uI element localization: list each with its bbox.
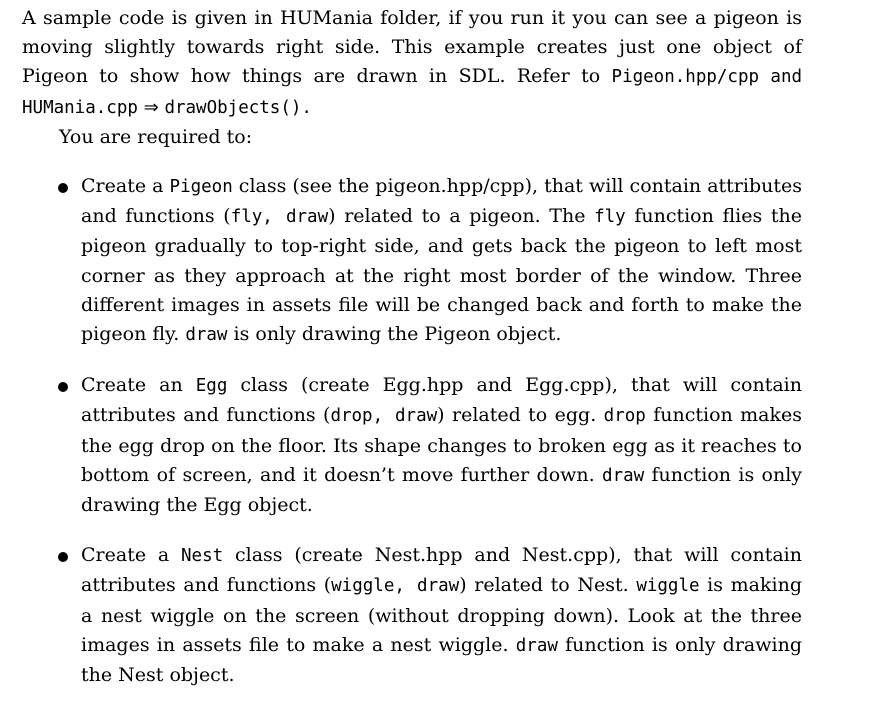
item-text: class (create Nest.hpp and Nest.cpp), that will contain attributes and functions ( — [81, 544, 802, 597]
item-text: function flies the pigeon gradually to top-right side, and gets back the pigeon to left most corner as they approach at the right most border of the window. Three different images in assets file will be changed back and forth to make the pigeon fly. — [81, 205, 802, 346]
item-text: ) related to egg. — [437, 404, 604, 427]
item-code: fly — [594, 207, 626, 228]
item-code: Pigeon — [169, 177, 233, 198]
item-text: is making a nest wiggle on the screen (without dropping down). Look at the three images in assets file to make a nest wiggle. — [81, 574, 802, 656]
item-code: drop, draw — [330, 406, 438, 427]
bullet-icon — [58, 183, 68, 193]
item-code: drop — [603, 406, 646, 427]
item-code: wiggle — [636, 576, 700, 597]
item-text: ) related to Nest. — [459, 574, 637, 597]
document — [22, 4, 802, 711]
item-code: fly, draw — [230, 207, 329, 228]
intro-space — [759, 65, 770, 87]
intro-paragraph — [22, 4, 802, 123]
list-item-nest — [22, 541, 802, 690]
item-code: wiggle, draw — [331, 576, 460, 597]
item-code: Egg — [195, 376, 228, 397]
bullet-icon — [58, 552, 68, 562]
item-text: Create an — [81, 374, 196, 397]
item-text: function is only drawing the Egg object. — [81, 463, 803, 517]
item-text: class (see the pigeon.hpp/cpp), that will contain attributes and functions ( — [81, 175, 802, 228]
item-text: function makes the egg drop on the floor. Its shape changes to broken egg as it reaches to bottom of screen, and it doesn’t move further down. — [81, 404, 803, 486]
intro-code-humania: and HUMania.cpp — [22, 67, 803, 118]
item-text: ) related to a pigeon. The — [328, 205, 595, 228]
item-code: Nest — [181, 546, 224, 567]
item-text: Create a — [81, 175, 170, 198]
list-item-egg — [22, 371, 802, 520]
item-code: draw — [515, 635, 558, 656]
item-text: function is only drawing the Nest object. — [81, 633, 802, 687]
implies-arrow-icon: ⇒ — [137, 96, 165, 118]
required-line: You are required to: — [59, 125, 253, 148]
requirements-list — [22, 172, 802, 690]
intro-text: A sample code is given in HUMania folder, if you run it you can see a pigeon is moving slightly towards right side. This example creates just one object of Pigeon to show how things are drawn in SDL. Refer to — [22, 7, 802, 88]
intro-code-drawobjects: drawObjects(). — [164, 97, 312, 118]
item-code: draw — [185, 325, 228, 346]
intro-code-pigeon-files: Pigeon.hpp/cpp — [611, 67, 760, 88]
item-text: Create a — [81, 544, 182, 567]
item-text: class (create Egg.hpp and Egg.cpp), that will contain attributes and functions ( — [81, 374, 802, 427]
item-text: is only drawing the Pigeon object. — [227, 323, 562, 346]
bullet-icon — [58, 382, 68, 392]
item-code: draw — [602, 465, 645, 486]
list-item-pigeon — [22, 172, 802, 350]
